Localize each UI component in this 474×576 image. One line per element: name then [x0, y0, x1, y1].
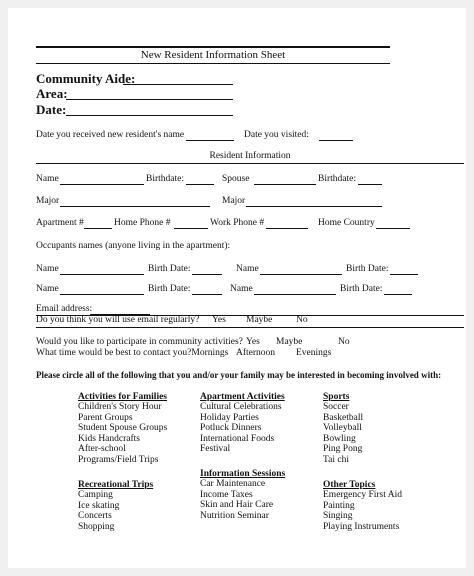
info-sessions-item[interactable]: Income Taxes	[200, 489, 253, 500]
info-sessions-item[interactable]: Skin and Hair Care	[200, 500, 274, 511]
apartment-item[interactable]: Potluck Dinners	[200, 423, 262, 434]
work-phone-label: Work Phone #	[210, 218, 265, 228]
email-option-no[interactable]: No	[296, 315, 308, 325]
received-name-field[interactable]	[186, 140, 234, 141]
occupant3-name-field[interactable]	[60, 294, 144, 295]
contact-question: What time would be best to contact you?Mornings	[36, 348, 229, 358]
spouse-birthdate-field[interactable]	[358, 184, 382, 185]
other-topics-item[interactable]: Singing	[323, 511, 353, 522]
community-aide-label: Community Aide:	[36, 71, 136, 86]
occupant1-name-label: Name	[36, 264, 59, 274]
major-field[interactable]	[60, 206, 210, 207]
sports-item[interactable]: Tai chi	[323, 454, 349, 465]
major-label: Major	[36, 196, 60, 206]
recreational-item[interactable]: Ice skating	[78, 500, 120, 511]
occupant1-name-field[interactable]	[60, 274, 144, 275]
spouse-birthdate-label: Birthdate:	[318, 174, 356, 184]
apartment-item[interactable]: Cultural Celebrations	[200, 402, 282, 412]
title-bottom-rule	[36, 63, 390, 64]
area-label: Area:	[36, 86, 68, 101]
apartment-item[interactable]: International Foods	[200, 433, 275, 444]
sports-column	[323, 392, 363, 466]
info-sessions-column	[200, 469, 285, 521]
other-topics-column	[323, 480, 402, 532]
community-aide-field[interactable]	[123, 84, 233, 85]
participate-question: Would you like to participate in community activities?	[36, 337, 243, 347]
email-question: Do you think you will use email regularly?	[36, 315, 200, 325]
received-name-label: Date you received new resident's name	[36, 130, 185, 140]
families-item[interactable]: Parent Groups	[78, 412, 133, 423]
date-visited-field[interactable]	[319, 140, 353, 141]
occupant2-name-label: Name	[236, 264, 259, 274]
date-visited-label: Date you visited:	[244, 130, 309, 140]
families-item[interactable]: After-school	[78, 444, 126, 455]
occupant1-birth-label: Birth Date:	[148, 264, 191, 274]
info-sessions-item[interactable]: Nutrition Seminar	[200, 510, 269, 521]
families-item[interactable]: Kids Handcrafts	[78, 433, 140, 444]
occupant4-name-field[interactable]	[254, 294, 336, 295]
other-topics-item[interactable]: Painting	[323, 500, 355, 511]
info-sessions-item[interactable]: Car Maintenance	[200, 479, 266, 489]
home-phone-label: Home Phone #	[114, 218, 171, 228]
contact-option-evenings[interactable]: Evenings	[296, 348, 332, 358]
recreational-heading: Recreational Trips	[78, 480, 154, 490]
spouse-label: Spouse	[222, 174, 250, 184]
spouse-field[interactable]	[254, 184, 316, 185]
apartment-item[interactable]: Festival	[200, 444, 231, 455]
other-topics-item[interactable]: Playing Instruments	[323, 521, 400, 532]
occupant2-birth-field[interactable]	[390, 274, 418, 275]
occupant3-name-label: Name	[36, 284, 59, 294]
other-topics-heading: Other Topics	[323, 480, 376, 490]
email-option-maybe[interactable]: Maybe	[246, 315, 273, 325]
recreational-item[interactable]: Camping	[78, 490, 113, 500]
form-sheet	[8, 8, 466, 568]
participate-option-yes[interactable]: Yes	[246, 337, 260, 347]
occupant3-birth-label: Birth Date:	[148, 284, 191, 294]
families-item[interactable]: Programs/Field Trips	[78, 454, 159, 465]
participate-option-no[interactable]: No	[338, 337, 350, 347]
birthdate-field[interactable]	[186, 184, 214, 185]
recreational-item[interactable]: Shopping	[78, 521, 115, 532]
date-field[interactable]	[66, 115, 233, 116]
recreational-item[interactable]: Concerts	[78, 511, 112, 522]
spouse-major-label: Major	[222, 196, 246, 206]
form-title: New Resident Information Sheet	[140, 49, 286, 61]
occupants-label: Occupants names (anyone living in the apartment):	[36, 241, 231, 251]
families-item[interactable]: Student Spouse Groups	[78, 423, 168, 434]
sports-item[interactable]: Ping Pong	[323, 444, 363, 455]
occupant1-birth-field[interactable]	[192, 274, 222, 275]
resident-info-heading: Resident Information	[209, 151, 291, 161]
name-label: Name	[36, 174, 59, 184]
apartment-label: Apartment #	[36, 218, 84, 228]
email-label: Email address:	[36, 304, 93, 314]
home-country-label: Home Country	[318, 218, 375, 228]
date-label: Date:	[36, 102, 67, 117]
occupant2-name-field[interactable]	[260, 274, 342, 275]
name-field[interactable]	[60, 184, 144, 185]
home-phone-field[interactable]	[174, 228, 208, 229]
families-column	[78, 392, 167, 466]
apartment-item[interactable]: Holiday Parties	[200, 412, 259, 423]
families-heading: Activities for Families	[78, 392, 167, 402]
occupant2-birth-label: Birth Date:	[346, 264, 389, 274]
sports-item[interactable]: Volleyball	[323, 423, 362, 434]
recreational-column	[78, 480, 153, 532]
sports-heading: Sports	[323, 392, 350, 402]
circle-instruction: Please circle all of the following that you and/or your family may be interested in becoming involved with:	[36, 370, 442, 380]
info-sessions-heading: Information Sessions	[200, 469, 286, 479]
occupant4-name-label: Name	[230, 284, 253, 294]
sports-item[interactable]: Bowling	[323, 433, 356, 444]
title-top-rule	[36, 46, 390, 48]
work-phone-field[interactable]	[266, 228, 308, 229]
email-bottom-rule	[36, 327, 464, 328]
participate-option-maybe[interactable]: Maybe	[276, 337, 303, 347]
home-country-field[interactable]	[376, 228, 410, 229]
spouse-major-field[interactable]	[246, 206, 382, 207]
contact-option-afternoon[interactable]: Afternoon	[236, 348, 276, 358]
families-item[interactable]: Children's Story Hour	[78, 402, 162, 412]
email-option-yes[interactable]: Yes	[212, 315, 226, 325]
sports-item[interactable]: Soccer	[323, 402, 349, 412]
apartment-field[interactable]	[84, 228, 112, 229]
apartment-column	[200, 392, 285, 455]
other-topics-item[interactable]: Emergency First Aid	[323, 490, 402, 500]
resident-info-rule	[36, 163, 464, 164]
occupant4-birth-field[interactable]	[384, 294, 412, 295]
apartment-heading: Apartment Activities	[200, 392, 285, 402]
occupant3-birth-field[interactable]	[192, 294, 222, 295]
sports-item[interactable]: Basketball	[323, 412, 364, 423]
area-field[interactable]	[66, 99, 233, 100]
birthdate-label: Birthdate:	[146, 174, 184, 184]
occupant4-birth-label: Birth Date:	[340, 284, 383, 294]
